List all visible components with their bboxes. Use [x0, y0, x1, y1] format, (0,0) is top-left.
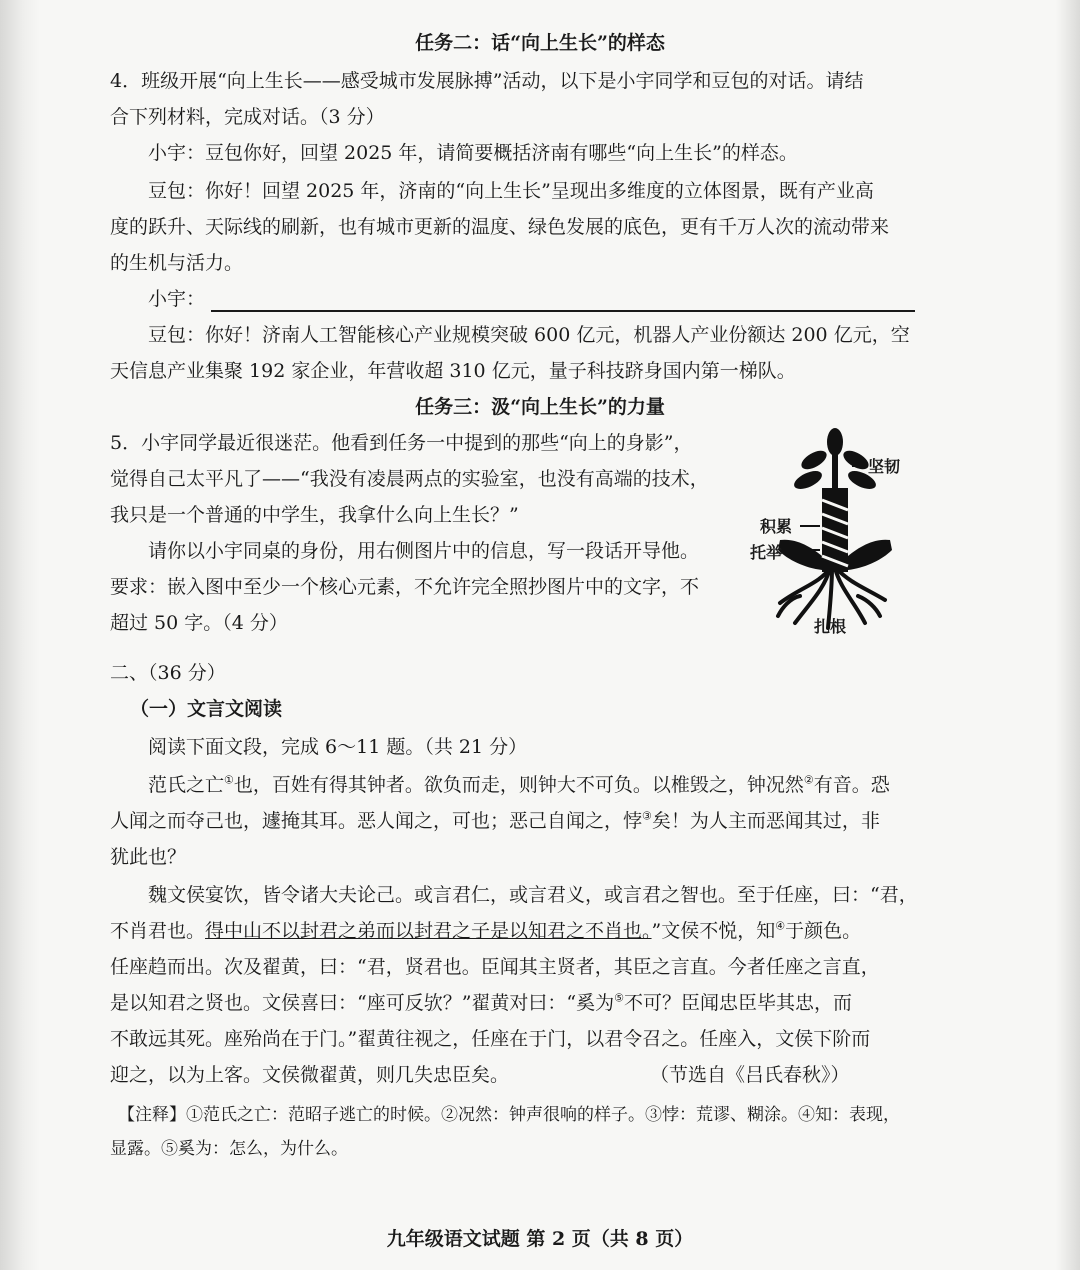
q5-line-4: 请你以小宇同桌的身份，用右侧图片中的信息，写一段话开导他。 — [148, 540, 700, 562]
text: 范氏之亡 — [148, 774, 225, 796]
text: 不肖君也。 — [110, 920, 206, 942]
text: 矣！为人主而恶闻其过，非 — [651, 810, 880, 832]
annotation-line1: 【注释】①范氏之亡：范昭子逃亡的时候。②况然：钟声很响的样子。③悖：荒谬、糊涂。④知：表现， — [118, 1105, 900, 1125]
q5-line-6: 超过 50 字。（4 分） — [110, 612, 288, 634]
dialog-xiaoyu-1: 小宇：豆包你好，回望 2025 年，请简要概括济南有哪些“向上生长”的样态。 — [148, 142, 798, 164]
task2-heading: 任务二：话“向上生长”的样态 — [415, 32, 665, 54]
passage2-line4 — [110, 990, 852, 1016]
dialog-doubao-2b: 天信息产业集聚 192 家企业，年营收超 310 亿元，量子科技跻身国内第一梯队。 — [110, 360, 796, 382]
q4-line-1: 4．班级开展“向上生长——感受城市发展脉搏”活动，以下是小宇同学和豆包的对话。请结 — [110, 70, 864, 92]
passage2-line5: 不敢远其死。座殆尚在于门。”翟黄往视之，任座在于门，以君令召之。任座入，文侯下阶而 — [110, 1028, 871, 1050]
classical-reading-heading: （一）文言文阅读 — [130, 698, 283, 720]
footnote-mark: ④ — [775, 919, 786, 933]
footnote-mark: ② — [803, 773, 814, 787]
page-footer: 九年级语文试题 第 2 页（共 8 页） — [386, 1228, 694, 1250]
footnote-mark: ① — [224, 773, 234, 787]
passage2-line2 — [110, 918, 861, 944]
text: ”文侯不悦，知 — [651, 920, 776, 942]
passage2-line1: 魏文侯宴饮，皆令诸大夫论己。或言君仁，或言君义，或言君之智也。至于任座，曰：“君， — [148, 884, 918, 906]
dialog-doubao-1b: 度的跃升、天际线的刷新，也有城市更新的温度、绿色发展的底色，更有千万人次的流动带来 — [110, 216, 890, 238]
passage1-line1 — [148, 772, 890, 798]
text: 也，百姓有得其钟者。欲负而走，则钟大不可负。以椎毁之，钟况然 — [233, 774, 804, 796]
figure-label-tuoju: 托举 — [750, 543, 783, 562]
part2-heading: 二、（36 分） — [110, 662, 226, 684]
page-shadow-left — [0, 0, 40, 1270]
q5-line-5: 要求：嵌入图中至少一个核心元素，不允许完全照抄图片中的文字，不 — [110, 576, 700, 598]
passage-source: （节选自《吕氏春秋》） — [650, 1064, 850, 1086]
task3-heading: 任务三：汲“向上生长”的力量 — [415, 396, 665, 418]
dialog-xiaoyu-answer-row — [148, 286, 915, 312]
q5-line-1: 5．小宇同学最近很迷茫。他看到任务一中提到的那些“向上的身影”， — [110, 432, 693, 454]
classical-instruction: 阅读下面文段，完成 6～11 题。（共 21 分） — [148, 736, 528, 758]
text: 有音。恐 — [813, 774, 890, 796]
footnote-mark: ③ — [642, 809, 652, 823]
dialog-doubao-1c: 的生机与活力。 — [110, 252, 244, 274]
figure-label-zhagen: 扎根 — [814, 617, 847, 636]
text: 于颜色。 — [785, 920, 862, 942]
passage2-line6: 迎之，以为上客。文侯微翟黄，则几失忠臣矣。 — [110, 1064, 510, 1086]
dialog-doubao-1a: 豆包：你好！回望 2025 年，济南的“向上生长”呈现出多维度的立体图景，既有产业高 — [148, 180, 874, 202]
q5-line-3: 我只是一个普通的中学生，我拿什么向上生长？” — [110, 504, 519, 526]
text: 不可？臣闻忠臣毕其忠，而 — [624, 992, 853, 1014]
answer-blank[interactable] — [211, 290, 915, 312]
text: 是以知君之贤也。文侯喜曰：“座可反欤？”翟黄对曰：“奚为 — [110, 992, 615, 1014]
annotation-line2: 显露。⑤奚为：怎么，为什么。 — [110, 1139, 348, 1159]
page-shadow-right — [1056, 0, 1080, 1270]
passage2-line3: 任座趋而出。次及翟黄，曰：“君，贤君也。臣闻其主贤者，其臣之言直。今者任座之言直， — [110, 956, 880, 978]
figure-label-jilei: 积累 — [760, 517, 793, 536]
figure-label-jianren: 坚韧 — [868, 457, 901, 476]
q5-line-2: 觉得自己太平凡了——“我没有凌晨两点的实验室，也没有高端的技术， — [110, 468, 709, 490]
footnote-mark: ⑤ — [614, 991, 625, 1005]
q4-line-2: 合下列材料，完成对话。（3 分） — [110, 106, 385, 128]
growth-plant-figure — [740, 428, 930, 638]
dialog-xiaoyu-label: 小宇： — [148, 288, 206, 310]
underlined-sentence: 得中山不以封君之弟而以封君之子是以知君之不肖也。 — [205, 920, 652, 942]
passage1-line2 — [110, 808, 880, 834]
text: 人闻之而夺己也，遽掩其耳。恶人闻之，可也；恶己自闻之，悖 — [110, 810, 643, 832]
passage1-line3: 犹此也？ — [110, 846, 187, 868]
dialog-doubao-2a: 豆包：你好！济南人工智能核心产业规模突破 600 亿元，机器人产业份额达 200 亿元，空 — [148, 324, 910, 346]
